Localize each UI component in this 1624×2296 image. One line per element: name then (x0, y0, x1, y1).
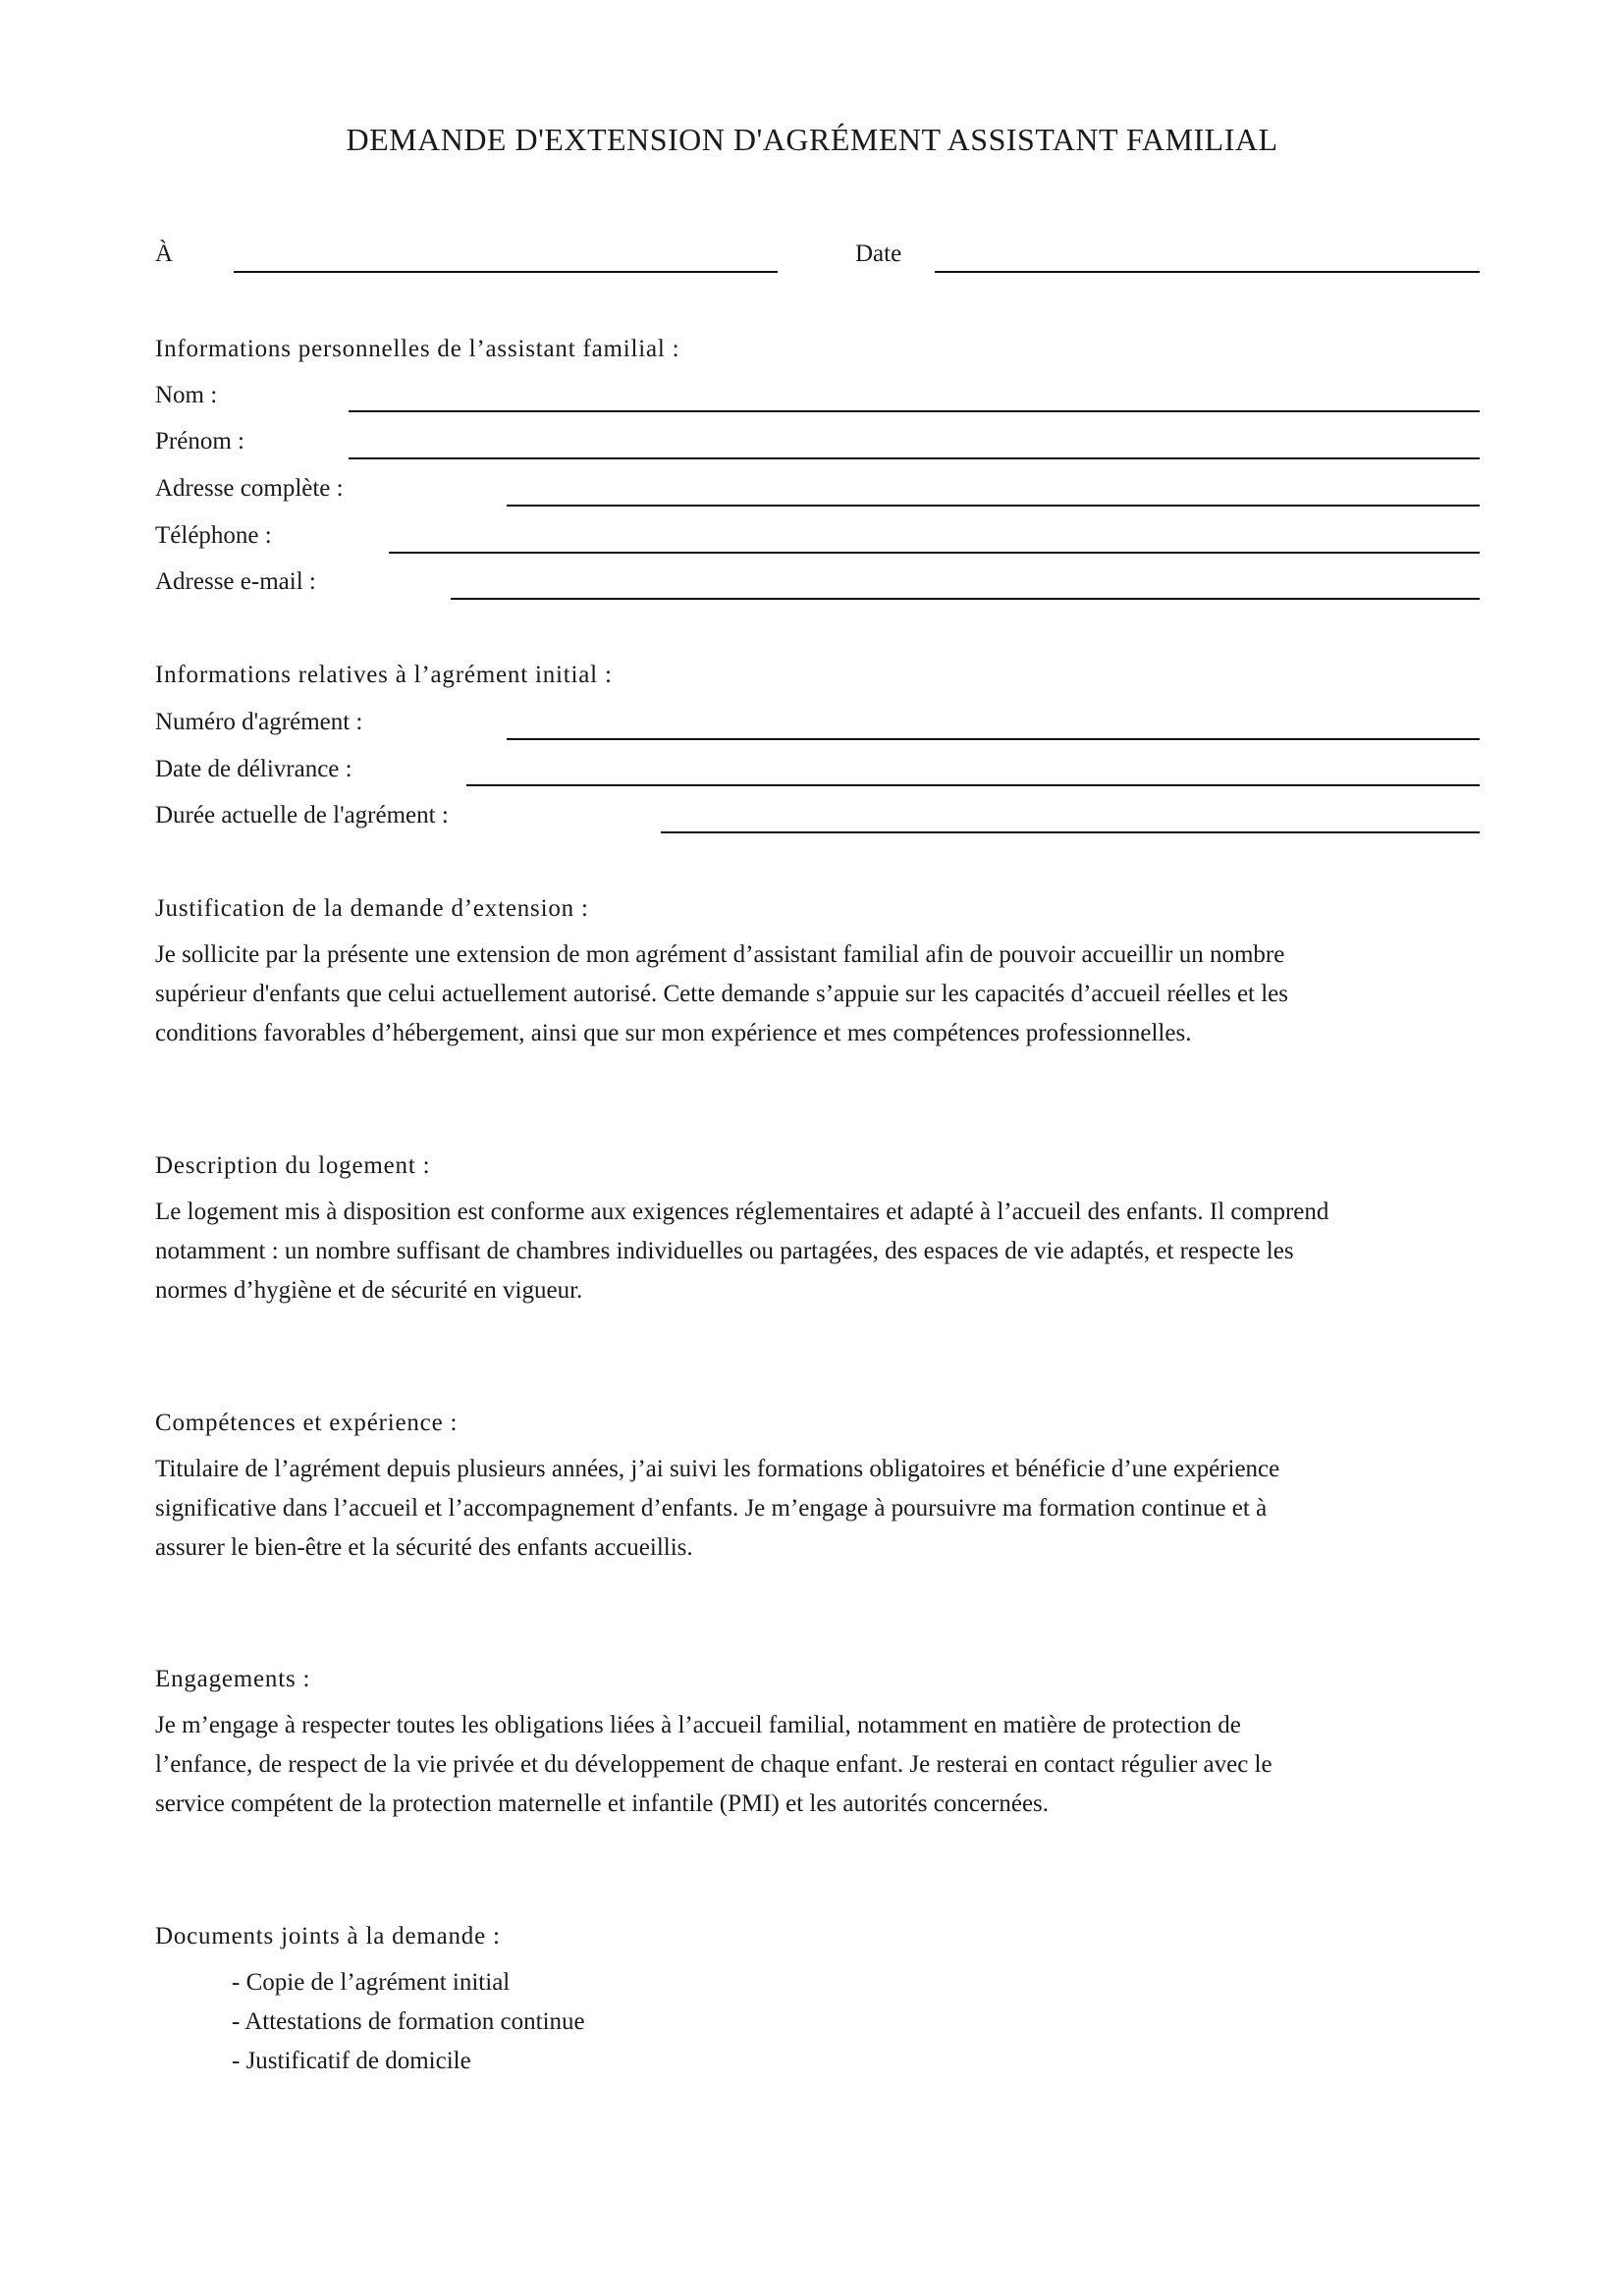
paragraph-line: service compétent de la protection maternelle et infantile (PMI) et les autorités concernées. (155, 1790, 1050, 1817)
paragraph-line: significative dans l’accueil et l’accompagnement d’enfants. Je m’engage à poursuivre ma formation continue et à (155, 1495, 1268, 1522)
agrement-info-heading: Informations relatives à l’agrément initial : (155, 662, 613, 688)
engagements-heading: Engagements : (155, 1666, 311, 1692)
date-delivrance-field[interactable] (466, 784, 1480, 786)
duree-agrement-label: Durée actuelle de l'agrément : (155, 802, 449, 828)
paragraph-line: notamment : un nombre suffisant de chambres individuelles ou partagées, des espaces de vie adaptés, et respecte les (155, 1238, 1294, 1264)
paragraph-line: Je sollicite par la présente une extension de mon agrément d’assistant familial afin de pouvoir accueillir un nombre (155, 941, 1285, 968)
justification-paragraph (155, 935, 1490, 1053)
numero-agrement-label: Numéro d'agrément : (155, 709, 363, 735)
date-label: Date (855, 240, 902, 267)
paragraph-line: Je m’engage à respecter toutes les obligations liées à l’accueil familial, notamment en matière de protection de (155, 1712, 1241, 1738)
date-field[interactable] (935, 271, 1480, 273)
paragraph-line: normes d’hygiène et de sécurité en vigueur. (155, 1277, 583, 1304)
adresse-field[interactable] (507, 505, 1480, 507)
list-item: - Justificatif de domicile (232, 2048, 471, 2074)
prenom-field[interactable] (349, 457, 1480, 459)
adresse-label: Adresse complète : (155, 475, 344, 502)
date-delivrance-label: Date de délivrance : (155, 756, 352, 782)
nom-field[interactable] (349, 410, 1480, 412)
paragraph-line: assurer le bien-être et la sécurité des enfants accueillis. (155, 1534, 693, 1561)
documents-list (232, 1963, 585, 2081)
prenom-label: Prénom : (155, 428, 244, 454)
logement-heading: Description du logement : (155, 1152, 431, 1179)
telephone-field[interactable] (389, 552, 1480, 554)
paragraph-line: Le logement mis à disposition est conforme aux exigences réglementaires et adapté à l’accueil des enfants. Il comprend (155, 1199, 1329, 1225)
justification-heading: Justification de la demande d’extension : (155, 895, 589, 922)
list-item: - Attestations de formation continue (232, 2008, 585, 2035)
competences-heading: Compétences et expérience : (155, 1410, 459, 1436)
to-field[interactable] (234, 271, 778, 273)
email-field[interactable] (451, 598, 1480, 600)
duree-agrement-field[interactable] (661, 831, 1480, 833)
paragraph-line: l’enfance, de respect de la vie privée et du développement de chaque enfant. Je resterai en contact régulier avec le (155, 1751, 1272, 1778)
paragraph-line: conditions favorables d’hébergement, ainsi que sur mon expérience et mes compétences professionnelles. (155, 1020, 1192, 1046)
telephone-label: Téléphone : (155, 522, 272, 549)
documents-heading: Documents joints à la demande : (155, 1923, 501, 1949)
to-label: À (155, 240, 174, 267)
document-title: DEMANDE D'EXTENSION D'AGRÉMENT ASSISTANT FAMILIAL (346, 122, 1278, 157)
engagements-paragraph (155, 1706, 1490, 1824)
paragraph-line: Titulaire de l’agrément depuis plusieurs années, j’ai suivi les formations obligatoires et bénéficie d’une expérience (155, 1456, 1280, 1482)
list-item: - Copie de l’agrément initial (232, 1969, 511, 1996)
competences-paragraph (155, 1450, 1490, 1568)
numero-agrement-field[interactable] (507, 738, 1480, 740)
personal-info-heading: Informations personnelles de l’assistant familial : (155, 336, 680, 362)
paragraph-line: supérieur d'enfants que celui actuellement autorisé. Cette demande s’appuie sur les capacités d’accueil réelles et les (155, 981, 1289, 1007)
nom-label: Nom : (155, 382, 218, 408)
logement-paragraph (155, 1193, 1490, 1310)
email-label: Adresse e-mail : (155, 568, 316, 595)
